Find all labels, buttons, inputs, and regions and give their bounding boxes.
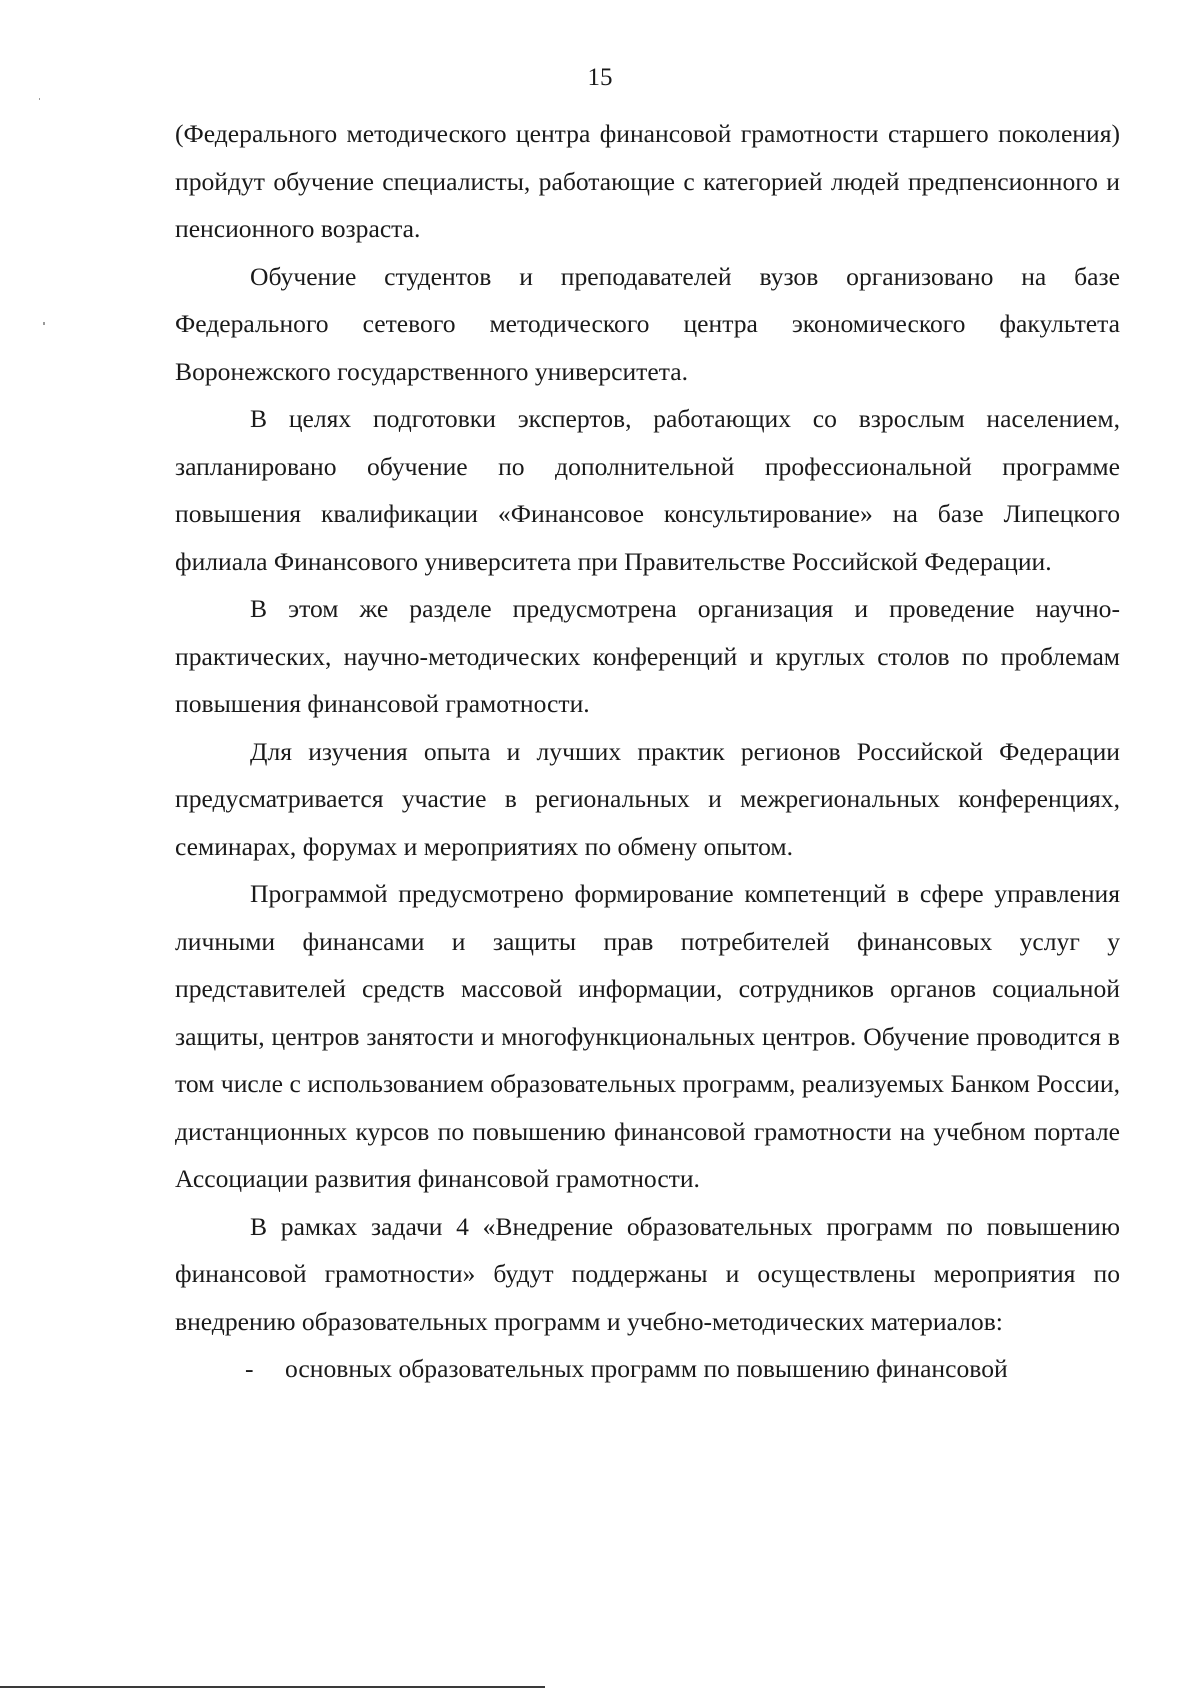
paragraph: Обучение студентов и преподавателей вузов организовано на базе Федерального сетевого методического центра экономического факультета Воронежского государственного университета. — [175, 261, 1120, 386]
page-bottom-rule — [0, 1686, 545, 1688]
scan-artifact — [43, 322, 45, 325]
paragraph: В целях подготовки экспертов, работающих со взрослым населением, запланировано обучение по дополнительной профессиональной программе повышения квалификации «Финансовое консультирование» на базе Липецкого филиала Финансового университета при Правительстве Российской Федерации. — [175, 404, 1120, 576]
document-body — [175, 110, 1120, 1393]
paragraph: Для изучения опыта и лучших практик регионов Российской Федерации предусматривается участие в региональных и межрегиональных конференциях, семинарах, форумах и мероприятиях по обмену опытом. — [175, 736, 1120, 861]
paragraph: Программой предусмотрено формирование компетенций в сфере управления личными финансами и защиты прав потребителей финансовых услуг у представителей средств массовой информации, сотрудников органов социальной защиты, центров занятости и многофункциональных центров. Обучение проводится в том числе с использованием образовательных программ, реализуемых Банком России, дистанционных курсов по повышению финансовой грамотности на учебном портале Ассоциации развития финансовой грамотности. — [175, 879, 1120, 1193]
list-item — [175, 1345, 1120, 1393]
list-item-text: основных образовательных программ по повышению финансовой — [285, 1354, 1008, 1383]
paragraph: В рамках задачи 4 «Внедрение образовательных программ по повышению финансовой грамотности» будут поддержаны и осуществлены мероприятия по внедрению образовательных программ и учебно-методических материалов: — [175, 1211, 1120, 1336]
paragraph: (Федерального методического центра финансовой грамотности старшего поколения) пройдут обучение специалисты, работающие с категорией людей предпенсионного и пенсионного возраста. — [175, 119, 1120, 243]
page-number: 15 — [587, 64, 613, 91]
list-bullet: - — [245, 1354, 254, 1383]
paragraph: В этом же разделе предусмотрена организация и проведение научно-практических, научно-методических конференций и круглых столов по проблемам повышения финансовой грамотности. — [175, 594, 1120, 718]
scan-artifact — [39, 98, 40, 100]
